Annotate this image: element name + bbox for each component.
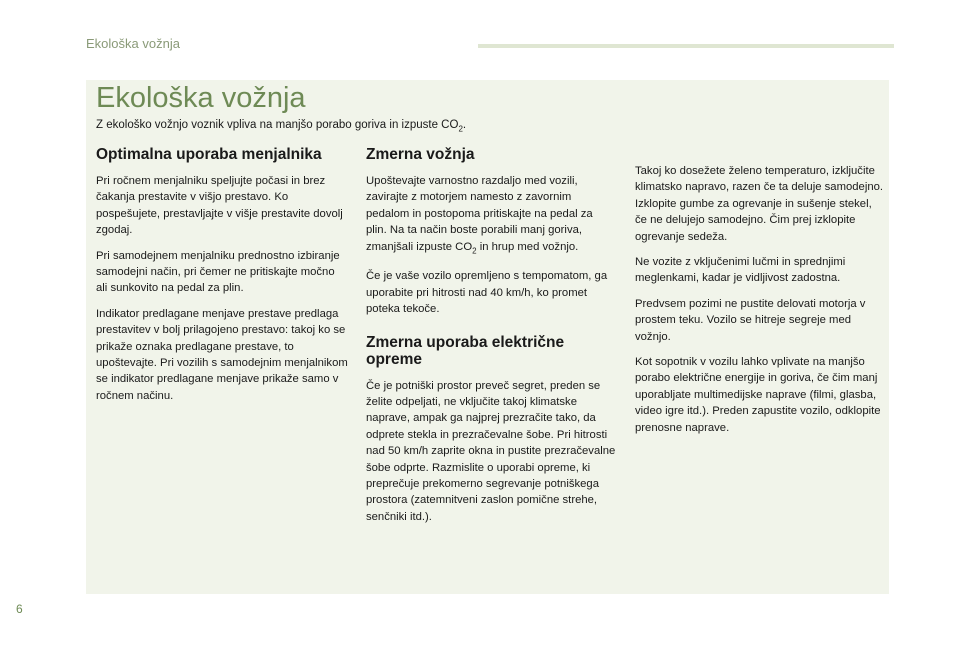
heading-gearbox: Optimalna uporaba menjalnika: [96, 146, 322, 163]
paragraph: Pri samodejnem menjalniku prednostno izbiranje samodejni način, pri čemer ne pritiskajte močno ali sunkovito na pedal za plin.: [96, 249, 340, 295]
running-header: Ekološka vožnja: [86, 36, 180, 51]
paragraph: Pri ročnem menjalniku speljujte počasi in brez čakanja prestavite v višjo prestavo. Ko pospešujete, prestavljajte v višje prestavite dovolj zgodaj.: [96, 175, 343, 237]
page-number: 6: [16, 602, 23, 616]
paragraph: Če je vaše vozilo opremljeno s tempomatom, ga uporabite pri hitrosti nad 40 km/h, ko promet poteka tekoče.: [366, 270, 608, 316]
column-continued: [635, 163, 885, 445]
heading-electrical-equipment: Zmerna uporaba električne opreme: [366, 333, 565, 368]
heading-moderate-driving: Zmerna vožnja: [366, 146, 475, 163]
column-moderate-driving: [366, 146, 616, 534]
column-gearbox: [96, 146, 348, 413]
paragraph: Indikator predlagane menjave prestave predlaga prestavitev v bolj prilagojeno prestavo: takoj ko se prikaže oznaka predlagane prestave, to upoštevajte. Pri vozilih s samodejnim menjalnikom se indikator predlagane menjave prikaže samo v ročnem načinu.: [96, 307, 348, 402]
paragraph: Če je potniški prostor preveč segret, preden se želite odpeljati, ne vključite takoj klimatske naprave, ampak ga najprej prezračite tako, da odprete stekla in prezračevalne šobe. Pri hitrosti nad 50 km/h zaprite okna in pustite prezračevalne šobe odprte. Razmislite o uporabi opreme, ki preprečuje prekomerno segrevanje potniškega prostora (zatemnitveni zaslon pomične strehe, senčniki itd.).: [366, 379, 616, 523]
paragraph: Upoštevajte varnostno razdaljo med vozili, zavirajte z motorjem namesto z zavornim pedalom in postopoma pritiskajte na pedal za plin. Na ta način boste porabili manj goriva, zmanjšali izpuste $CO_2$ in hrup med vožnjo.: [366, 175, 593, 255]
paragraph: Takoj ko dosežete želeno temperaturo, izključite klimatsko napravo, razen če ta deluje samodejno. Izklopite gumbe za ogrevanje in sušenje stekel, če ne delujejo samodejno. Čim prej izklopite ogrevanje sedeža.: [635, 165, 884, 243]
page-title: Ekološka vožnja: [96, 82, 306, 114]
header-rule: [478, 44, 894, 48]
paragraph: Predvsem pozimi ne pustite delovati motorja v prostem teku. Vozilo se hitreje segreje med vožnjo.: [635, 297, 866, 343]
paragraph: Kot sopotnik v vozilu lahko vplivate na manjšo porabo električne energije in goriva, če čim manj uporabljate multimedijske naprave (filmi, glasba, video igre itd.). Preden zapustite vozilo, odklopite prenosne naprave.: [635, 356, 881, 434]
intro-text: Z ekološko vožnjo voznik vpliva na manjšo porabo goriva in izpuste $CO_2$.: [96, 119, 467, 134]
paragraph: Ne vozite z vključenimi lučmi in sprednjimi meglenkami, kadar je vidljivost zadostna.: [635, 256, 846, 285]
